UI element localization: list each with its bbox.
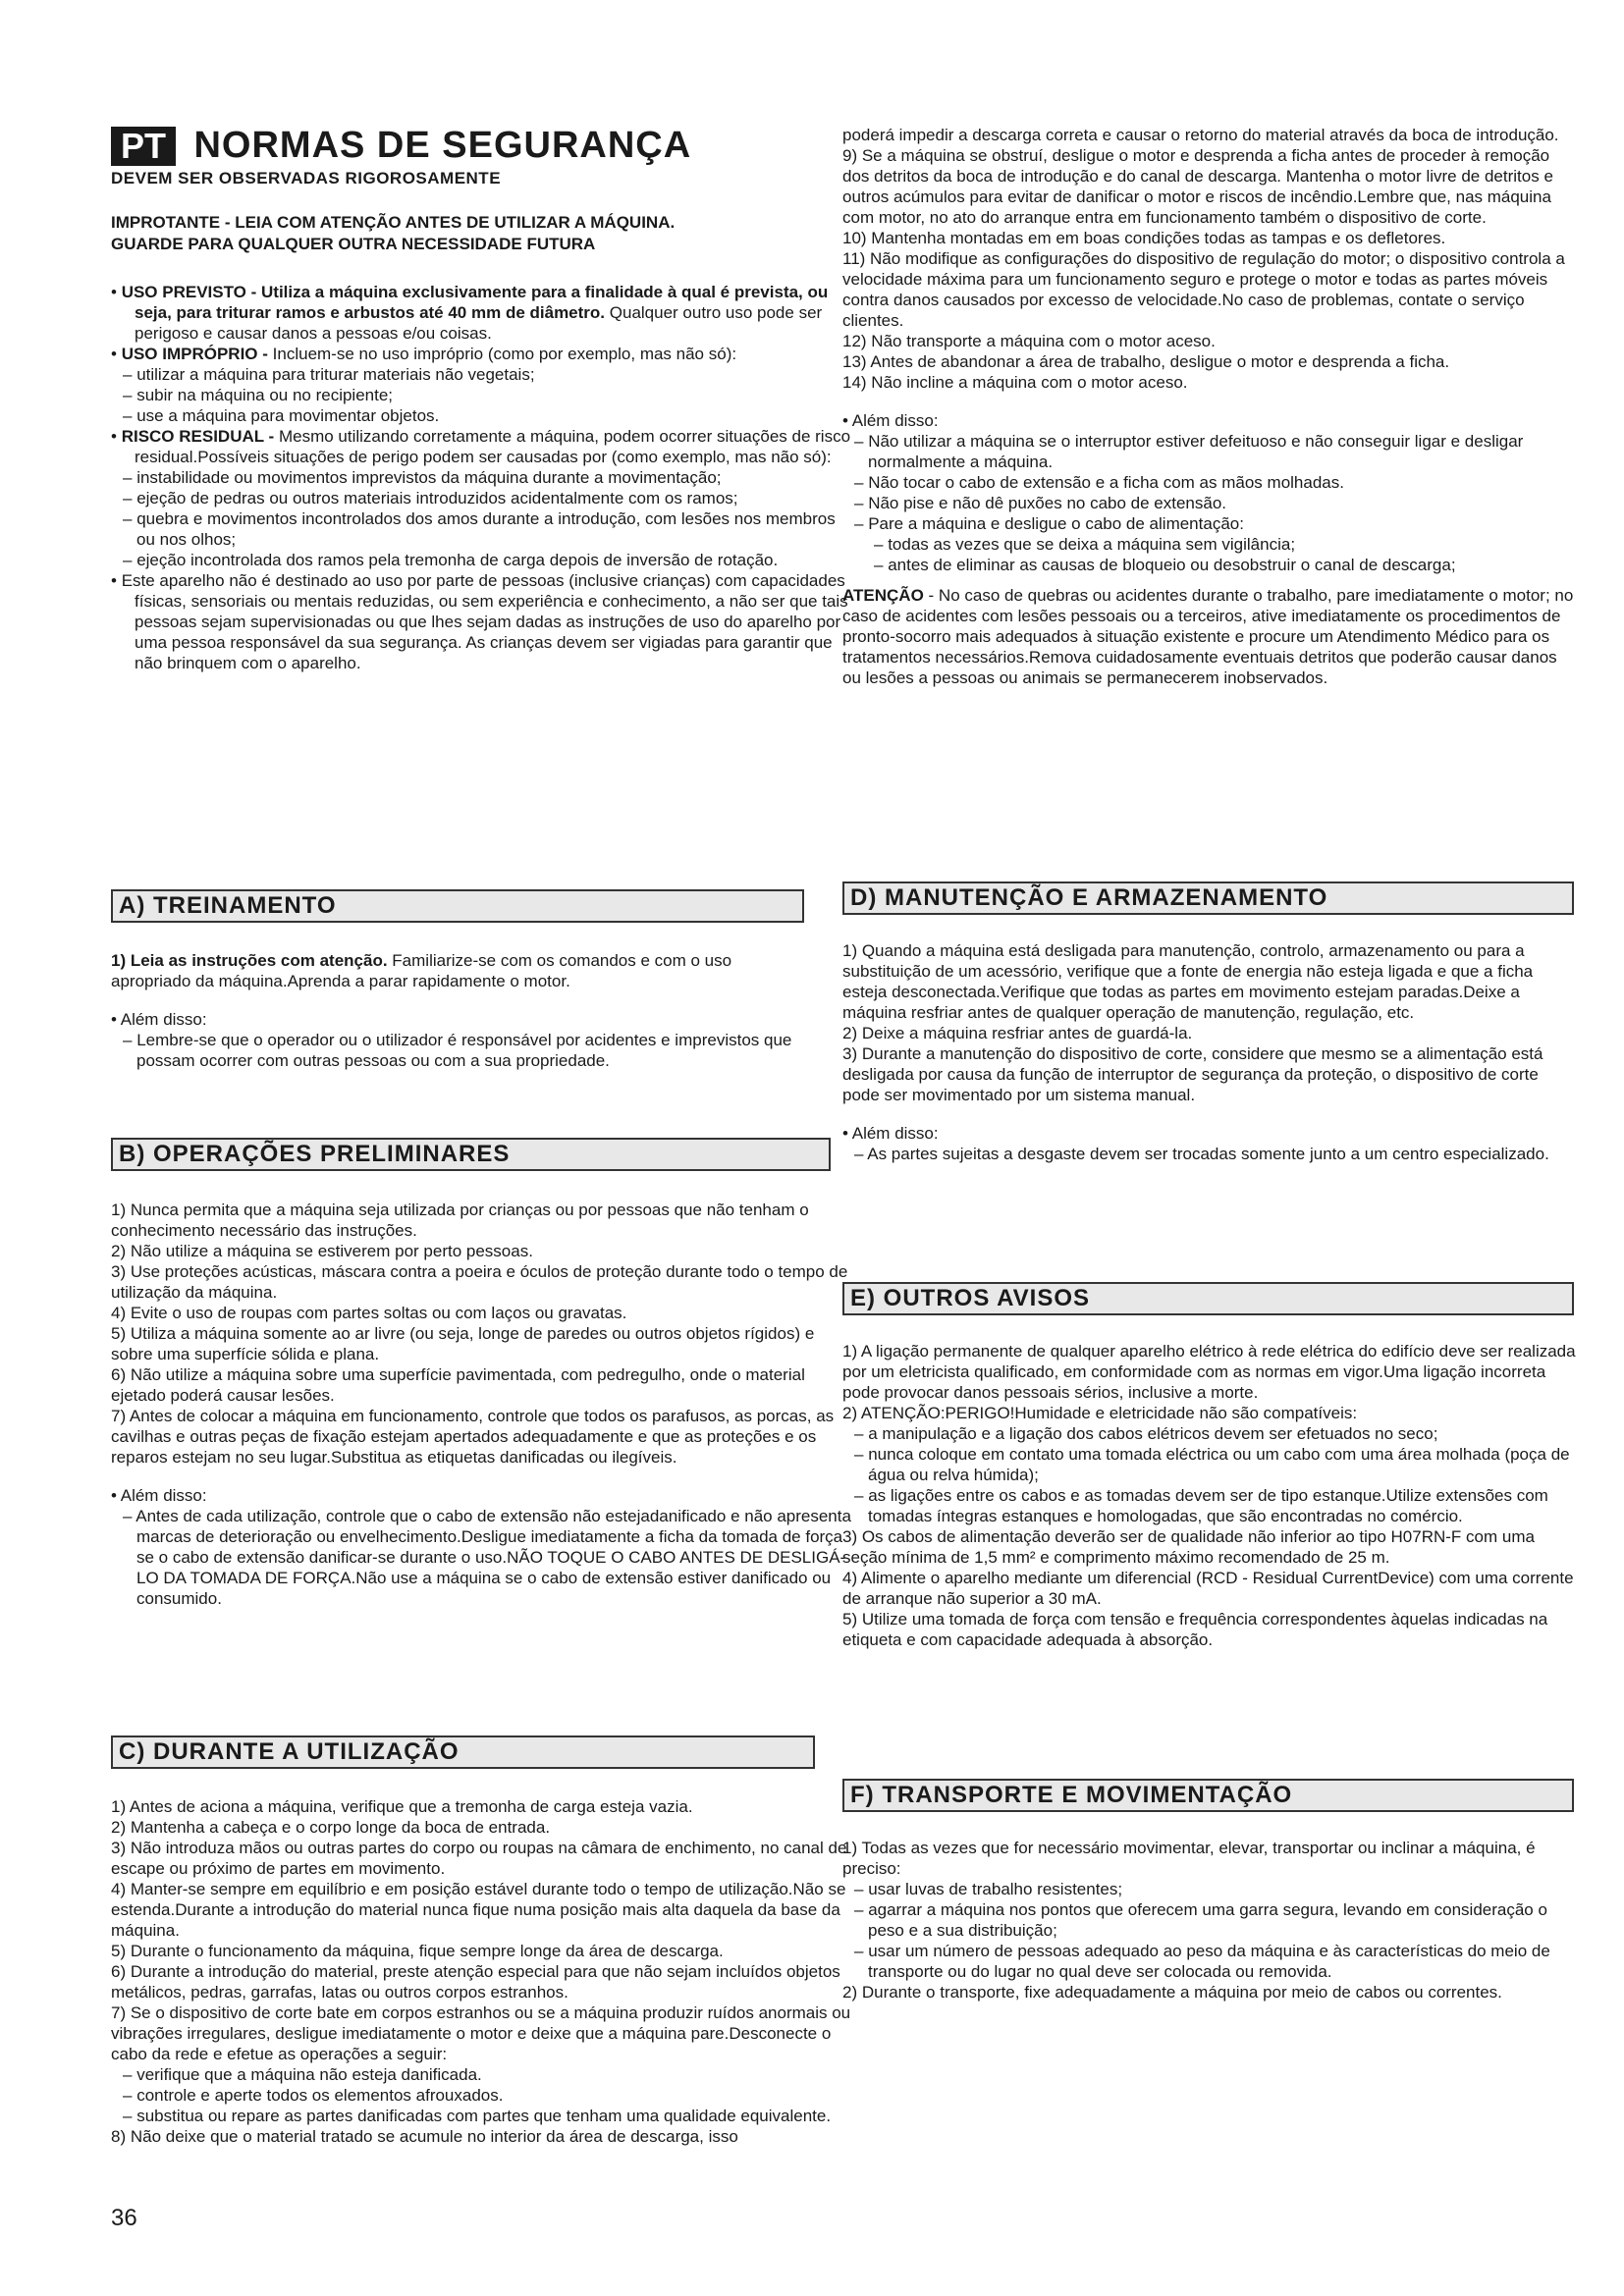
list-item: – verifique que a máquina não esteja danificada. [123, 2065, 482, 2084]
list-item: – Antes de cada utilização, controle que o cabo de extensão não estejadanificado e não apresenta marcas de deterioração ou envelhecimento.Desligue imediatamente a ficha da tomada de força se o cabo de extensão danificar-se durante o uso.NÃO TOQUE O CABO ANTES DE DESLIGÁ-LO DA TOMADA DE FORÇA.Não use a máquina se o cabo de extensão estiver danificado ou consumido. [123, 1507, 851, 1608]
list-item: – subir na máquina ou no recipiente; [123, 386, 394, 404]
list-item: – utilizar a máquina para triturar materiais não vegetais; [123, 365, 535, 384]
atencao-paragraph: ATENÇÃO - No caso de quebras ou acidentes durante o trabalho, pare imediatamente o motor; no caso de acidentes com lesões pessoais ou a terceiros, ative imediatamente os procedimentos de pronto-socorro mais adequados à situação existente e procure um Atendimento Médico para os tratamentos necessários.Remova cuidadosamente eventuais detritos que poderão causar danos ou lesões a pessoas ou animais se permanecerem inobservados. [842, 586, 1574, 687]
paragraph: 10) Mantenha montadas em em boas condições todas as tampas e os defletores. [842, 229, 1446, 247]
list-item: – Não utilizar a máquina se o interruptor estiver defeituoso e não conseguir ligar e desligar normalmente a máquina. [854, 432, 1524, 471]
paragraph: 5) Durante o funcionamento da máquina, fique sempre longe da área de descarga. [111, 1942, 724, 1960]
paragraph: 1) Todas as vezes que for necessário movimentar, elevar, transportar ou inclinar a máquina, é preciso: [842, 1839, 1536, 1878]
list-item: – usar luvas de trabalho resistentes; [854, 1880, 1123, 1898]
paragraph: 2) Durante o transporte, fixe adequadamente a máquina por meio de cabos ou correntes. [842, 1983, 1502, 2002]
list-item: – controle e aperte todos os elementos afrouxados. [123, 2086, 504, 2105]
alem-disso-label: • Além disso: [111, 1486, 207, 1505]
paragraph: 4) Alimente o aparelho mediante um diferencial (RCD - Residual CurrentDevice) com uma corrente de arranque não superior a 30 mA. [842, 1569, 1574, 1608]
uso-previsto-label: USO PREVISTO - Utiliza a máquina exclusivamente para a finalidade à qual é prevista, ou seja, para triturar ramos e arbustos até 40 mm de diâmetro. [121, 283, 829, 322]
paragraph: 3) Use proteções acústicas, máscara contra a poeira e óculos de proteção durante todo o tempo de utilização da máquina. [111, 1262, 848, 1302]
language-badge: PT [111, 127, 176, 166]
intro-aparelho: • Este aparelho não é destinado ao uso por parte de pessoas (inclusive crianças) com capacidades físicas, sensoriais ou mentais reduzidas, ou sem experiência e conhecimento, a não ser que tais pessoas sejam supervisionadas ou que lhes sejam dadas as instruções de uso do aparelho por uma pessoa responsável da sua segurança. As crianças devem ser vigiadas para garantir que não brinquem com o aparelho. [111, 571, 848, 672]
intro-left [111, 282, 857, 673]
paragraph: 1) Antes de aciona a máquina, verifique que a tremonha de carga esteja vazia. [111, 1797, 693, 1816]
paragraph: 6) Não utilize a máquina sobre uma superfície pavimentada, com pedregulho, onde o material ejetado poderá causar lesões. [111, 1365, 805, 1405]
list-item: – Não pise e não dê puxões no cabo de extensão. [854, 494, 1227, 512]
list-item: – agarrar a máquina nos pontos que oferecem uma garra segura, levando em consideração o peso e a sua distribuição; [854, 1900, 1547, 1940]
paragraph: 1) Nunca permita que a máquina seja utilizada por crianças ou por pessoas que não tenham o conhecimento necessário das instruções. [111, 1201, 809, 1240]
intro-right [842, 125, 1576, 688]
section-e-header: E) OUTROS AVISOS [842, 1282, 1574, 1315]
paragraph: poderá impedir a descarga correta e causar o retorno do material através da boca de introdução. [842, 126, 1559, 144]
page-subtitle: DEVEM SER OBSERVADAS RIGOROSAMENTE [111, 169, 502, 187]
list-item: – Lembre-se que o operador ou o utilizador é responsável por acidentes e imprevistos que possam ocorrer com outras pessoas ou com a sua propriedade. [123, 1031, 792, 1070]
paragraph: 5) Utilize uma tomada de força com tensão e frequência correspondentes àquelas indicadas na etiqueta e com capacidade adequada à absorção. [842, 1610, 1548, 1649]
section-c-header: C) DURANTE A UTILIZAÇÃO [111, 1735, 815, 1769]
list-item: – todas as vezes que se deixa a máquina sem vigilância; [874, 535, 1296, 554]
risco-text: Mesmo utilizando corretamente a máquina, podem ocorrer situações de risco residual.Possíveis situações de perigo podem ser causadas por (como exemplo, mas não só): [135, 427, 851, 466]
section-d-body [842, 940, 1576, 1164]
paragraph: 6) Durante a introdução do material, preste atenção especial para que não sejam incluídos objetos metálicos, pedras, garrafas, latas ou outros corpos estranhos. [111, 1962, 840, 2002]
list-item: – instabilidade ou movimentos imprevistos da máquina durante a movimentação; [123, 468, 722, 487]
intro-risco-residual: • RISCO RESIDUAL - Mesmo utilizando corretamente a máquina, podem ocorrer situações de risco residual.Possíveis situações de perigo podem ser causadas por (como exemplo, mas não só): [111, 427, 851, 466]
important-line-1: IMPROTANTE - LEIA COM ATENÇÃO ANTES DE UTILIZAR A MÁQUINA. [111, 213, 676, 232]
important-line-2: GUARDE PARA QUALQUER OUTRA NECESSIDADE FUTURA [111, 235, 596, 253]
paragraph: 2) Mantenha a cabeça e o corpo longe da boca de entrada. [111, 1818, 551, 1837]
list-item: – ejeção de pedras ou outros materiais introduzidos acidentalmente com os ramos; [123, 489, 738, 507]
paragraph: 1) Leia as instruções com atenção. Familiarize-se com os comandos e com o uso apropriado da máquina.Aprenda a parar rapidamente o motor. [111, 951, 732, 990]
list-item: – nunca coloque em contato uma tomada eléctrica ou um cabo com uma área molhada (poça de água ou relva húmida); [854, 1445, 1570, 1484]
list-item: – as ligações entre os cabos e as tomadas devem ser de tipo estanque.Utilize extensões com tomadas íntegras estanques e homologadas, que são encontradas no comércio. [854, 1486, 1548, 1525]
paragraph: 7) Antes de colocar a máquina em funcionamento, controle que todos os parafusos, as porcas, as cavilhas e outras peças de fixação estejam apertados adequadamente e que as proteções e os reparos estejam no seu lugar.Substitua as etiquetas danificadas ou ilegíveis. [111, 1407, 835, 1467]
alem-disso-label: • Além disso: [111, 1010, 207, 1029]
alem-disso-label: • Além disso: [842, 411, 939, 430]
paragraph: 3) Durante a manutenção do dispositivo de corte, considere que mesmo se a alimentação está desligada por causa da função de interruptor de segurança da proteção, o dispositivo de corte pode ser movimentado por um sistema manual. [842, 1044, 1543, 1104]
section-f-header: F) TRANSPORTE E MOVIMENTAÇÃO [842, 1779, 1574, 1812]
list-item: – ejeção incontrolada dos ramos pela tremonha de carga depois de inversão de rotação. [123, 551, 779, 569]
paragraph: 14) Não incline a máquina com o motor aceso. [842, 373, 1188, 392]
paragraph: 13) Antes de abandonar a área de trabalho, desligue o motor e desprenda a ficha. [842, 352, 1450, 371]
paragraph: 3) Não introduza mãos ou outras partes do corpo ou roupas na câmara de enchimento, no canal de escape ou próximo de partes em movimento. [111, 1839, 847, 1878]
section-f-body [842, 1838, 1576, 2002]
list-item: – quebra e movimentos incontrolados dos amos durante a introdução, com lesões nos membros ou nos olhos; [123, 509, 836, 549]
list-item: – use a máquina para movimentar objetos. [123, 406, 440, 425]
uso-improprio-text: Incluem-se no uso impróprio (como por exemplo, mas não só): [272, 345, 737, 363]
paragraph: 2) Deixe a máquina resfriar antes de guardá-la. [842, 1024, 1193, 1042]
intro-uso-improprio: • USO IMPRÓPRIO - Incluem-se no uso impróprio (como por exemplo, mas não só): [111, 345, 737, 363]
list-item: – usar um número de pessoas adequado ao peso da máquina e às características do meio de transporte ou do lugar no qual deve ser colocada ou removida. [854, 1942, 1550, 1981]
paragraph: 4) Manter-se sempre em equilíbrio e em posição estável durante todo o tempo de utilização.Não se estenda.Durante a introdução do material nunca fique numa posição mais alta daquela da base da máquina. [111, 1880, 846, 1940]
paragraph: 5) Utiliza a máquina somente ao ar livre (ou seja, longe de paredes ou outros objetos rígidos) e sobre uma superfície sólida e plana. [111, 1324, 815, 1363]
alem-disso-label: • Além disso: [842, 1124, 939, 1143]
list-item: – Pare a máquina e desligue o cabo de alimentação: [854, 514, 1244, 533]
paragraph: 12) Não transporte a máquina com o motor aceso. [842, 332, 1216, 350]
uso-previsto-text: Qualquer outro uso pode ser perigoso e causar danos a pessoas e/ou coisas. [135, 303, 823, 343]
list-item: – substitua ou repare as partes danificadas com partes que tenham uma qualidade equivalente. [123, 2107, 832, 2125]
paragraph: 8) Não deixe que o material tratado se acumule no interior da área de descarga, isso [111, 2127, 738, 2146]
section-d-header: D) MANUTENÇÃO E ARMAZENAMENTO [842, 881, 1574, 915]
list-item: – a manipulação e a ligação dos cabos elétricos devem ser efetuados no seco; [854, 1424, 1438, 1443]
paragraph: 1) Quando a máquina está desligada para manutenção, controlo, armazenamento ou para a substituição de um acessório, verifique que a fonte de energia não esteja ligada e que a ficha esteja desconectada.Verifique que todas as partes em movimento estejam paradas.Deixe a máquina resfriar antes de qualquer operação de manutenção, regulação, etc. [842, 941, 1534, 1022]
list-item: – antes de eliminar as causas de bloqueio ou desobstruir o canal de descarga; [874, 556, 1456, 574]
list-item: – As partes sujeitas a desgaste devem ser trocadas somente junto a um centro especializado. [854, 1145, 1549, 1163]
page-title: NORMAS DE SEGURANÇA [193, 125, 692, 166]
section-b-header: B) OPERAÇÕES PRELIMINARES [111, 1138, 831, 1171]
paragraph: 2) ATENÇÃO:PERIGO!Humidade e eletricidade não são compatíveis: [842, 1404, 1358, 1422]
paragraph: 1) A ligação permanente de qualquer aparelho elétrico à rede elétrica do edifício deve ser realizada por um eletricista qualificado, em conformidade com as normas em vigor.Uma ligação incorreta pode provocar danos pessoais sérios, inclusive a morte. [842, 1342, 1576, 1402]
page-header [111, 125, 857, 255]
section-a-body [111, 950, 798, 1071]
section-c-body [111, 1796, 857, 2147]
section-a-header: A) TREINAMENTO [111, 889, 804, 923]
risco-label: RISCO RESIDUAL - [121, 427, 275, 446]
section-b-body [111, 1200, 857, 1609]
section-e-body [842, 1341, 1576, 1650]
paragraph: 3) Os cabos de alimentação deverão ser de qualidade não inferior ao tipo H07RN-F com uma seção mínima de 1,5 mm² e comprimento máximo recomendado de 25 m. [842, 1527, 1535, 1567]
paragraph: 2) Não utilize a máquina se estiverem por perto pessoas. [111, 1242, 533, 1260]
paragraph: 9) Se a máquina se obstruí, desligue o motor e desprenda a ficha antes de proceder à remoção dos detritos da boca de introdução e do canal de descarga. Mantenha o motor livre de detritos e outros acúmulos para evitar de danificar o motor e riscos de incêndio.Lembre que, nas máquina com motor, no ato do arranque entra em funcionamento também o dispositivo de corte. [842, 146, 1553, 227]
list-item: – Não tocar o cabo de extensão e a ficha com as mãos molhadas. [854, 473, 1344, 492]
paragraph: 7) Se o dispositivo de corte bate em corpos estranhos ou se a máquina produzir ruídos anormais ou vibrações irregulares, desligue imediatamente o motor e deixe que a máquina pare.Desconecte o cabo da rede e efetue as operações a seguir: [111, 2003, 851, 2063]
atencao-label: ATENÇÃO [842, 586, 924, 605]
paragraph: 4) Evite o uso de roupas com partes soltas ou com laços ou gravatas. [111, 1304, 627, 1322]
uso-improprio-label: USO IMPRÓPRIO - [121, 345, 268, 363]
page-number: 36 [111, 2205, 137, 2231]
important-notice [111, 212, 857, 255]
paragraph: 11) Não modifique as configurações do dispositivo de regulação do motor; o dispositivo controla a velocidade máxima para um funcionamento seguro e protege o motor e todas as partes móveis contra danos causados por excesso de velocidade.No caso de problemas, contate o serviço clientes. [842, 249, 1565, 330]
intro-uso-previsto: • USO PREVISTO - Utiliza a máquina exclusivamente para a finalidade à qual é prevista, ou seja, para triturar ramos e arbustos até 40 mm de diâmetro. Qualquer outro uso pode ser perigoso e causar danos a pessoas e/ou coisas. [111, 283, 829, 343]
